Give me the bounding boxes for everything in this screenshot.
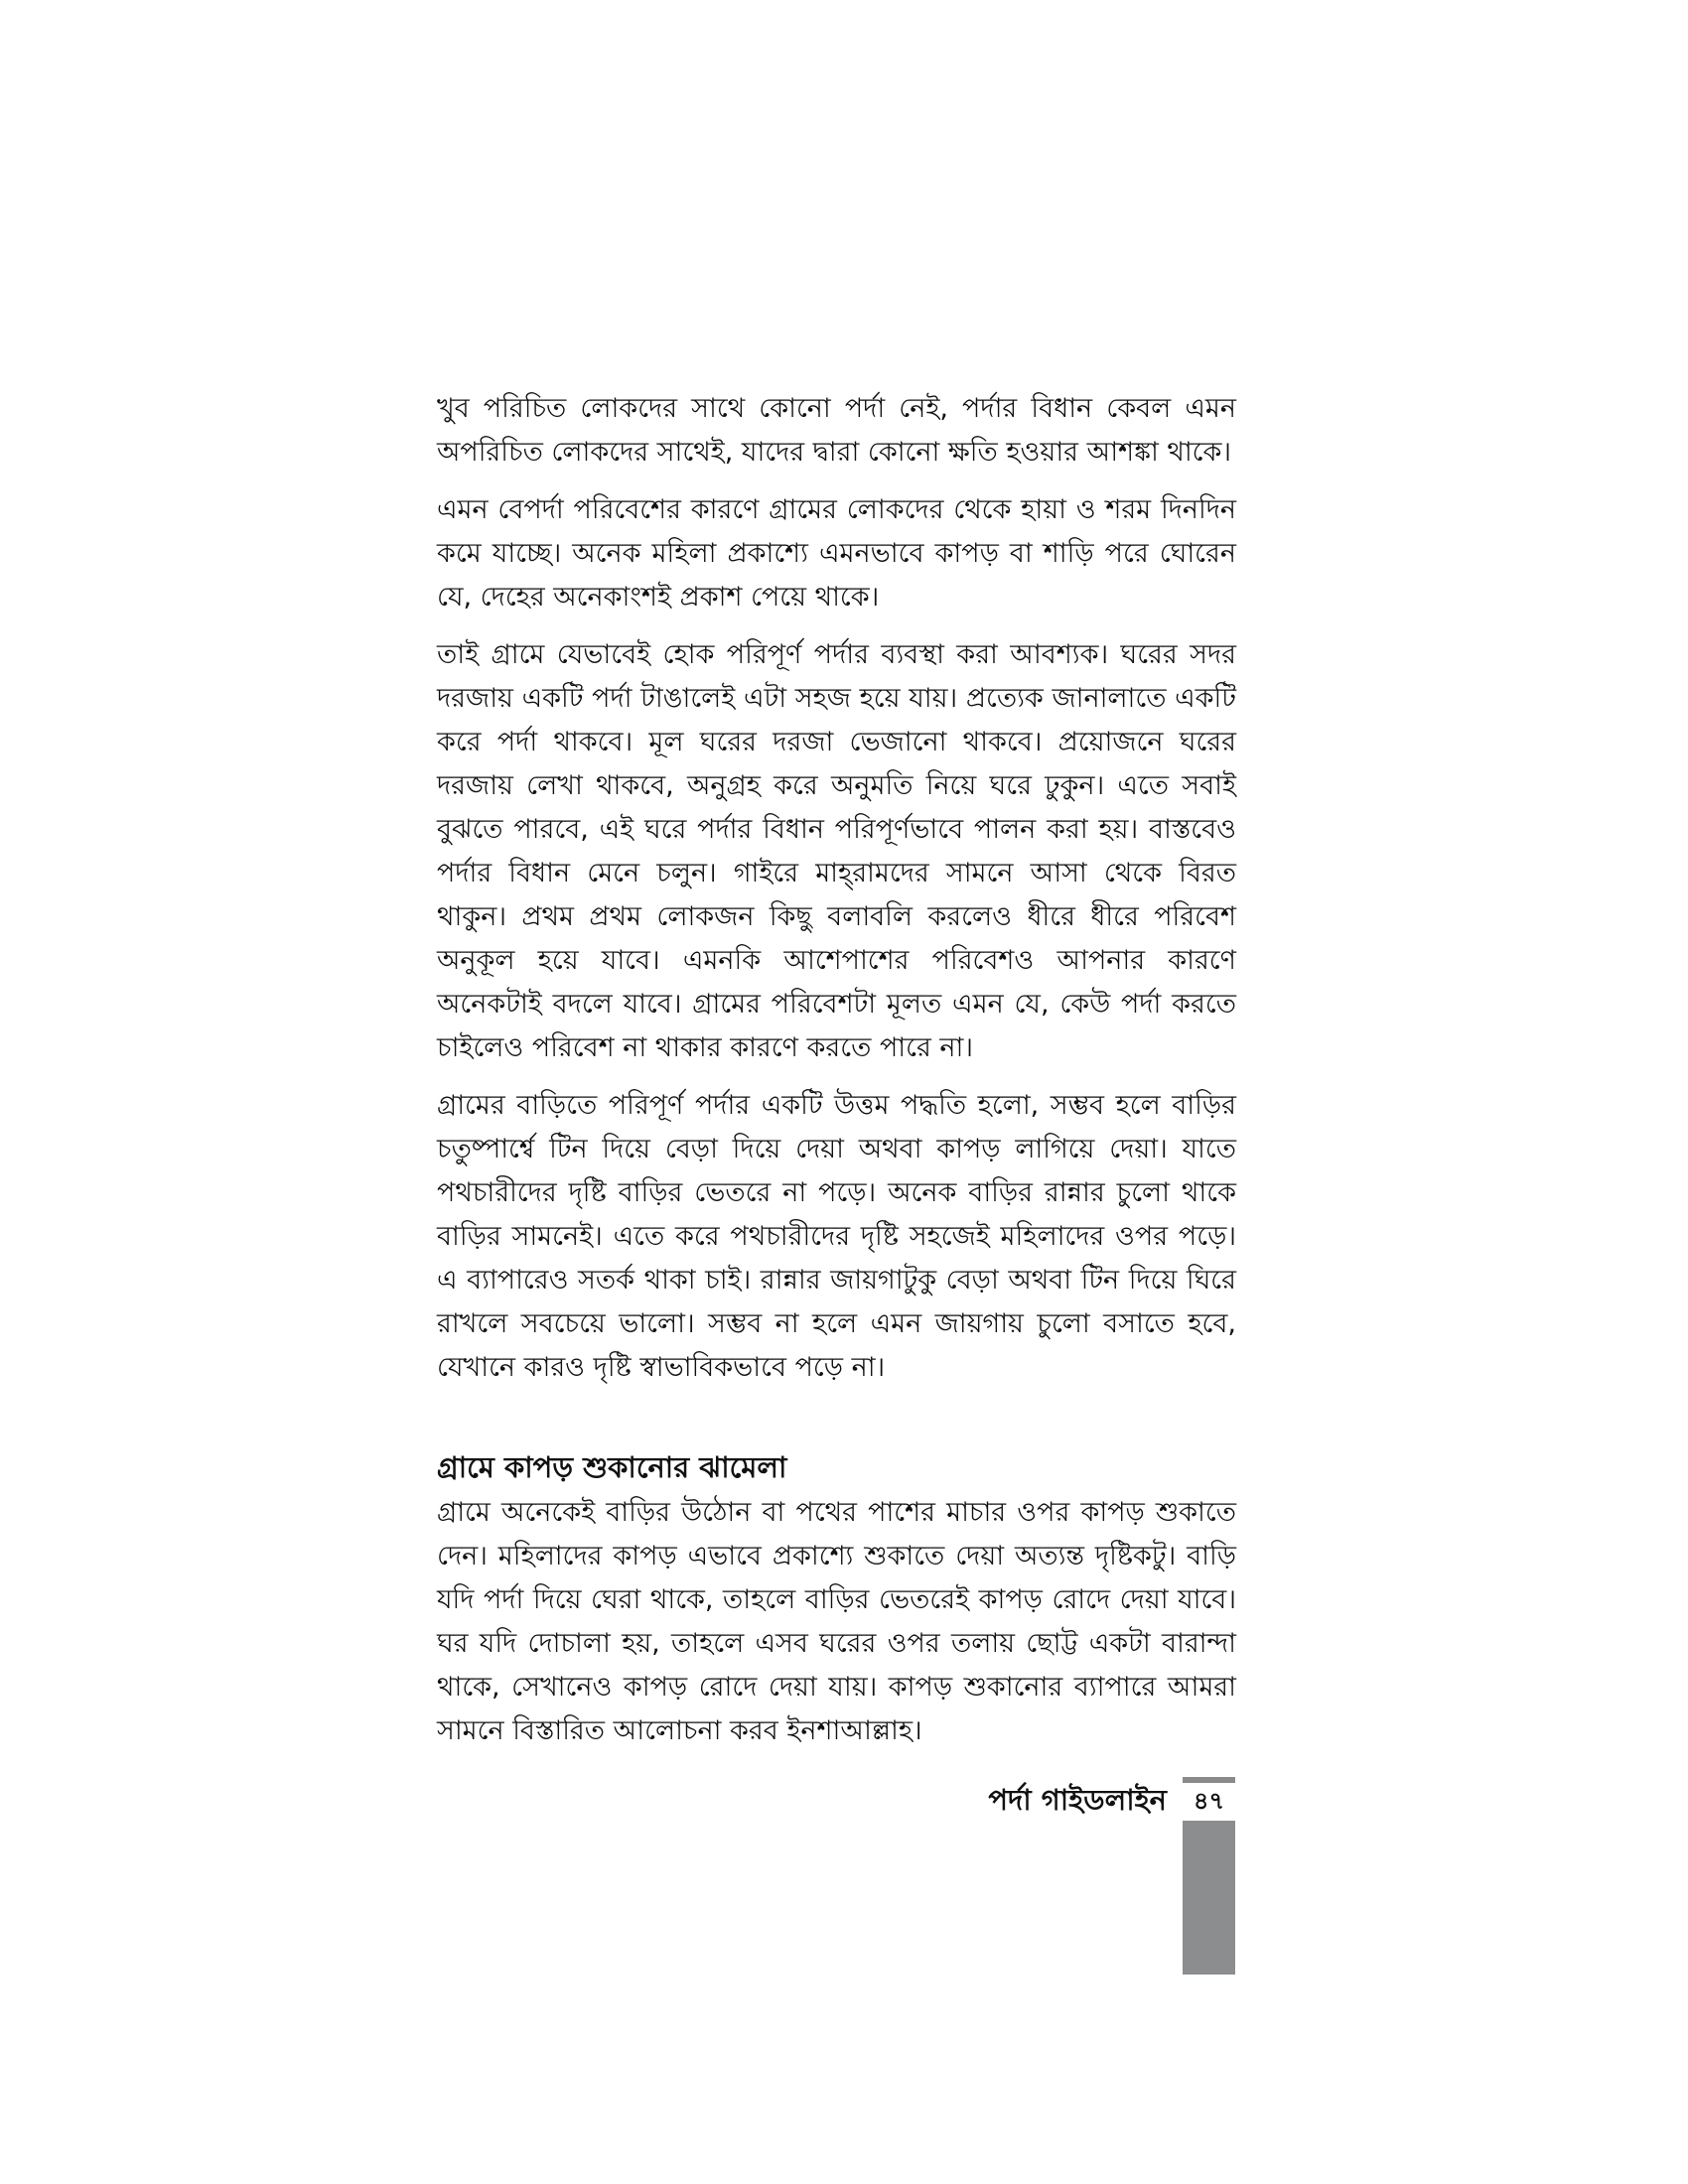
paragraph-2: এমন বেপর্দা পরিবেশের কারণে গ্রামের লোকদের থেকে হায়া ও শরম দিনদিন কমে যাচ্ছে। অনেক মহিলা প্রকাশ্যে এমনভাবে কাপড় বা শাড়ি পরে ঘোরেন যে, দেহের অনেকাংশই প্রকাশ পেয়ে থাকে।: [437, 494, 1236, 613]
section-paragraph: গ্রামে অনেকেই বাড়ির উঠোন বা পথের পাশের মাচার ওপর কাপড় শুকাতে দেন। মহিলাদের কাপড় এভাবে প্রকাশ্যে শুকাতে দেয়া অত্যন্ত দৃষ্টিকটু। বাড়ি যদি পর্দা দিয়ে ঘেরা থাকে, তাহলে বাড়ির ভেতরেই কাপড় রোদে দেয়া যাবে। ঘর যদি দোচালা হয়, তাহলে এসব ঘরের ওপর তলায় ছোট্ট একটা বারান্দা থাকে, সেখানেও কাপড় রোদে দেয়া যায়। কাপড় শুকানোর ব্যাপারে আমরা সামনে বিস্তারিত আলোচনা করব ইনশাআল্লাহ।: [437, 1497, 1236, 1746]
paragraph-3: তাই গ্রামে যেভাবেই হোক পরিপূর্ণ পর্দার ব্যবস্থা করা আবশ্যক। ঘরের সদর দরজায় একটি পর্দা টাঙালেই এটা সহজ হয়ে যায়। প্রত্যেক জানালাতে একটি করে পর্দা থাকবে। মূল ঘরের দরজা ভেজানো থাকবে। প্রয়োজনে ঘরের দরজায় লেখা থাকবে, অনুগ্রহ করে অনুমতি নিয়ে ঘরে ঢুকুন। এতে সবাই বুঝতে পারবে, এই ঘরে পর্দার বিধান পরিপূর্ণভাবে পালন করা হয়। বাস্তবেও পর্দার বিধান মেনে চলুন। গাইরে মাহ্‌রামদের সামনে আসা থেকে বিরত থাকুন। প্রথম প্রথম লোকজন কিছু বলাবলি করলেও ধীরে ধীরে পরিবেশ অনুকূল হয়ে যাবে। এমনকি আশেপাশের পরিবেশও আপনার কারণে অনেকটাই বদলে যাবে। গ্রামের পরিবেশটা মূলত এমন যে, কেউ পর্দা করতে চাইলেও পরিবেশ না থাকার কারণে করতে পারে না।: [437, 639, 1236, 1063]
paragraph-1: খুব পরিচিত লোকদের সাথে কোনো পর্দা নেই, পর্দার বিধান কেবল এমন অপরিচিত লোকদের সাথেই, যাদের দ্বারা কোনো ক্ষতি হওয়ার আশঙ্কা থাকে।: [437, 393, 1236, 468]
page-body: [437, 387, 1236, 1767]
paragraph-4: গ্রামের বাড়িতে পরিপূর্ণ পর্দার একটি উত্তম পদ্ধতি হলো, সম্ভব হলে বাড়ির চতুষ্পার্শ্বে টিন দিয়ে বেড়া দিয়ে দেয়া অথবা কাপড় লাগিয়ে দেয়া। যাতে পথচারীদের দৃষ্টি বাড়ির ভেতরে না পড়ে। অনেক বাড়ির রান্নার চুলো থাকে বাড়ির সামনেই। এতে করে পথচারীদের দৃষ্টি সহজেই মহিলাদের ওপর পড়ে। এ ব্যাপারেও সতর্ক থাকা চাই। রান্নার জায়গাটুকু বেড়া অথবা টিন দিয়ে ঘিরে রাখলে সবচেয়ে ভালো। সম্ভব না হলে এমন জায়গায় চুলো বসাতে হবে, যেখানে কারও দৃষ্টি স্বাভাবিকভাবে পড়ে না।: [437, 1090, 1236, 1383]
running-footer-book-title: পর্দা গাইডলাইন: [988, 1783, 1167, 1817]
page-number: ৪৭: [1183, 1777, 1235, 1821]
thumb-index-tab: [1183, 1821, 1235, 1975]
section-heading: গ্রামে কাপড় শুকানোর ঝামেলা: [437, 1450, 787, 1484]
